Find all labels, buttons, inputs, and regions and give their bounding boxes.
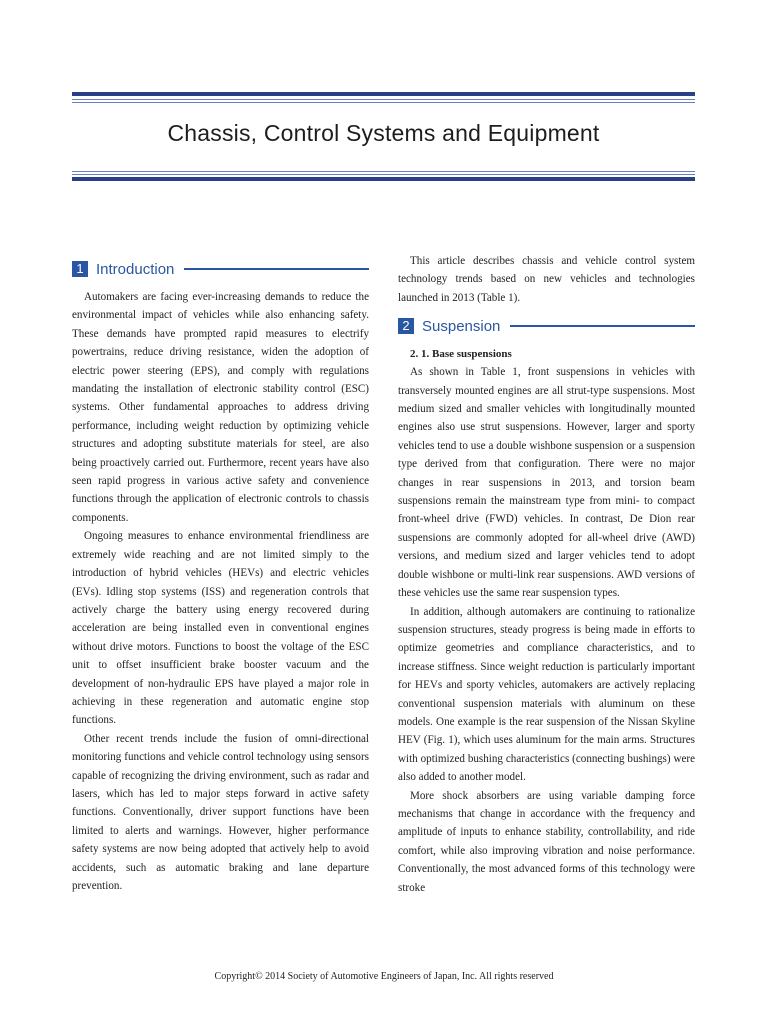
section-title: Introduction [96,260,175,278]
right-column [398,252,695,897]
bottom-rule-thin [72,171,695,172]
section-header-introduction [72,258,369,280]
bottom-rule-thick [72,177,695,181]
paragraph: Automakers are facing ever-increasing demands to reduce the environmental impact of vehicles while also enhancing safety. These demands have prompted rapid measures to electrify powertrains, reduce driving resistance, widen the adoption of electric power steering (EPS), and comply with regulations mandating the installation of electronic stability control (ESC) systems. Other fundamental approaches to address driving performance, including weight reduction by optimizing vehicle structures and adopting substitute materials for steel, are also being proactively carried out. Furthermore, recent years have also seen rapid progress in various active safety and convenience functions through the application of electronic controls to chassis components. [72,291,369,524]
section-rule [184,268,369,270]
section-rule [510,325,695,327]
paragraph: More shock absorbers are using variable damping force mechanisms that change in accordance with the frequency and amplitude of inputs to enhance stability, controllability, and ride comfort, while also improving vibration and noise performance. Conventionally, the most advanced forms of this technology were stroke [398,789,695,894]
paragraph: Ongoing measures to enhance environmental friendliness are extremely wide reaching and are not limited simply to the introduction of hybrid vehicles (HEVs) and electric vehicles (EVs). Idling stop systems (ISS) and regeneration controls that actively charge the battery using energy recovered during acceleration are being installed even in conventional engines without drive motors. Functions to boost the voltage of the ESC unit to offset insufficient brake booster vacuum and the development of non-hydraulic EPS have played a major role in achieving in these regeneration and automatic engine stop functions. [72,530,369,727]
top-rule-thick [72,92,695,96]
section-title: Suspension [422,317,501,335]
section-number-badge: 1 [72,261,88,277]
subsection-heading: 2. 1. Base suspensions [410,348,512,361]
page-title: Chassis, Control Systems and Equipment [167,120,600,146]
paragraph: As shown in Table 1, front suspensions in vehicles with transversely mounted engines are all strut-type suspensions. Most medium sized and smaller vehicles with longitudinally mounted engines also use strut suspensions. However, larger and sporty vehicles tend to use a double wishbone suspension or a suspension type derived from that configuration. There were no major changes in rear suspensions in 2013, and torsion beam suspensions remain the mainstream type from mini- to compact front-wheel drive (FWD) vehicles. In contrast, De Dion rear suspensions are commonly adopted for all-wheel drive (AWD) versions, and medium sized and larger vehicles tend to adopt double wishbone or multi-link rear suspensions. AWD versions of these vehicles use the same rear suspension types. [398,366,695,600]
paragraph: Other recent trends include the fusion of omni-directional monitoring functions and vehicle control technology using sensors capable of recognizing the driving environment, such as radar and lasers, which has led to major steps forward in active safety functions. Conventionally, driver support functions have been limited to alerts and warnings. However, higher performance safety systems are now being adopted that actively help to avoid accidents, such as automatic braking and lane departure prevention. [72,732,369,892]
paragraph: In addition, although automakers are continuing to rationalize suspension structures, steady progress is being made in efforts to optimize geometries and compliance characteristics, and to increase stiffness. Since weight reduction is particularly important for HEVs and sporty vehicles, automakers are actively replacing conventional suspension materials with aluminum on these models. One example is the rear suspension of the Nissan Skyline HEV (Fig. 1), which uses aluminum for the main arms. Structures with optimized bushing characteristics (connecting bushings) were also added to another model. [398,605,695,784]
left-column [72,252,369,895]
section-number-badge: 2 [398,318,414,334]
top-rule-thin-2 [72,102,695,103]
top-rule-thin [72,99,695,100]
section-header-suspension [398,315,695,337]
copyright-footer: Copyright© 2014 Society of Automotive Engineers of Japan, Inc. All rights reserved [214,971,554,982]
paragraph: This article describes chassis and vehicle control system technology trends based on new vehicles and technologies launched in 2013 (Table 1). [398,255,695,304]
bottom-rule-thin-2 [72,174,695,175]
